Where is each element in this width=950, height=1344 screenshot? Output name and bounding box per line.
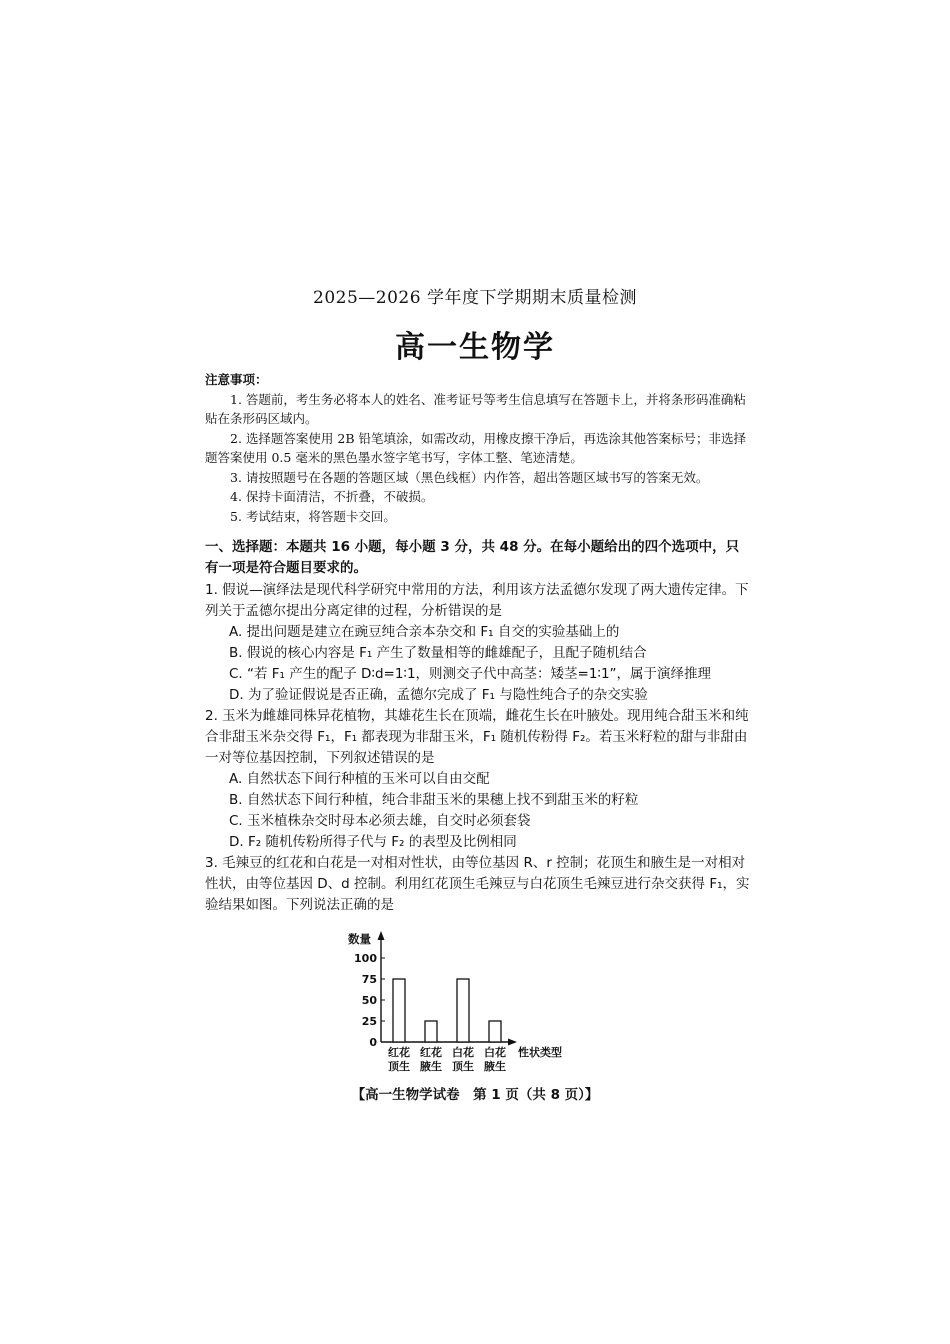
notice-item: 1. 答题前，考生务必将本人的姓名、准考证号等考生信息填写在答题卡上，并将条形码准确粘贴在条形码区域内。 — [205, 391, 746, 426]
y-tick-label: 50 — [361, 994, 377, 1007]
question-3 — [205, 853, 750, 916]
x-tick-label: 顶生 — [388, 1060, 410, 1073]
notice-item: 5. 考试结束，将答题卡交回。 — [230, 508, 396, 524]
y-tick-label: 25 — [361, 1015, 377, 1028]
question-list — [205, 580, 750, 916]
x-tick-label: 红花 — [388, 1046, 410, 1059]
x-axis-arrow — [508, 1039, 517, 1046]
y-axis-label: 数量 — [348, 932, 371, 946]
question-stem: 3. 毛辣豆的红花和白花是一对相对性状，由等位基因 R、r 控制；花顶生和腋生是一对相对性状，由等位基因 D、d 控制。利用红花顶生毛辣豆与白花顶生毛辣豆进行杂交获得 F₁，实验结果如图。下列说法正确的是 — [205, 855, 750, 913]
question-option: C. “若 F₁ 产生的配子 D∶d=1∶1，则测交子代中高茎：矮茎=1∶1”，属于演绎推理 — [229, 666, 712, 682]
x-tick-label: 白花 — [484, 1046, 506, 1059]
x-tick-label: 腋生 — [484, 1060, 506, 1073]
trait-bar-chart — [340, 926, 580, 1076]
notice-item: 2. 选择题答案使用 2B 铅笔填涂，如需改动，用橡皮擦干净后，再选涂其他答案标号；非选择题答案使用 0.5 毫米的黑色墨水签字笔书写，字体工整、笔迹清楚。 — [205, 430, 746, 465]
notice-item: 4. 保持卡面清洁，不折叠，不破损。 — [230, 489, 434, 504]
notice-heading: 注意事项： — [205, 372, 268, 387]
bar — [425, 1021, 437, 1042]
y-tick-label: 100 — [354, 952, 377, 965]
x-tick-label: 白花 — [452, 1046, 474, 1059]
bar — [457, 979, 469, 1042]
y-tick-label: 0 — [369, 1036, 377, 1049]
notice-item: 3. 请按照题号在各题的答题区域（黑色线框）内作答，超出答题区域书写的答案无效。 — [230, 469, 709, 485]
question-stem: 1. 假说—演绎法是现代科学研究中常用的方法，利用该方法孟德尔发现了两大遗传定律。下列关于孟德尔提出分离定律的过程，分析错误的是 — [205, 582, 749, 619]
x-tick-label: 腋生 — [420, 1060, 442, 1073]
question-option: C. 玉米植株杂交时母本必须去雄，自交时必须套袋 — [229, 813, 531, 829]
question-2 — [205, 706, 750, 853]
section-heading: 一、选择题：本题共 16 小题，每小题 3 分，共 48 分。在每小题给出的四个选项中，只有一项是符合题目要求的。 — [205, 539, 740, 576]
x-axis-label: 性状类型 — [518, 1046, 562, 1059]
question-option: A. 自然状态下间行种植的玉米可以自由交配 — [229, 771, 490, 787]
notice-block — [205, 370, 750, 526]
question-option: B. 自然状态下间行种植，纯合非甜玉米的果穗上找不到甜玉米的籽粒 — [229, 792, 639, 808]
exam-subtitle: 2025—2026 学年度下学期期末质量检测 — [313, 288, 637, 308]
y-axis-arrow — [378, 931, 385, 940]
page-footer: 【高一生物学试卷 第 1 页（共 8 页）】 — [351, 1087, 599, 1103]
question-option: D. 为了验证假说是否正确，孟德尔完成了 F₁ 与隐性纯合子的杂交实验 — [229, 687, 648, 703]
question-option: D. F₂ 随机传粉所得子代与 F₂ 的表型及比例相同 — [229, 834, 517, 850]
question-option: A. 提出问题是建立在豌豆纯合亲本杂交和 F₁ 自交的实验基础上的 — [229, 624, 620, 640]
bar — [489, 1021, 501, 1042]
question-1 — [205, 580, 750, 706]
x-tick-label: 红花 — [420, 1046, 442, 1059]
x-tick-label: 顶生 — [452, 1060, 474, 1073]
bar — [393, 979, 405, 1042]
exam-title: 高一生物学 — [395, 330, 555, 365]
question-option: B. 假说的核心内容是 F₁ 产生了数量相等的雌雄配子，且配子随机结合 — [229, 645, 647, 661]
y-tick-label: 75 — [361, 973, 377, 986]
question-stem: 2. 玉米为雌雄同株异花植物，其雄花生长在顶端，雌花生长在叶腋处。现用纯合甜玉米和纯合非甜玉米杂交得 F₁，F₁ 都表现为非甜玉米，F₁ 随机传粉得 F₂。若玉米籽粒的甜与非甜由一对等位基因控制，下列叙述错误的是 — [205, 708, 749, 766]
